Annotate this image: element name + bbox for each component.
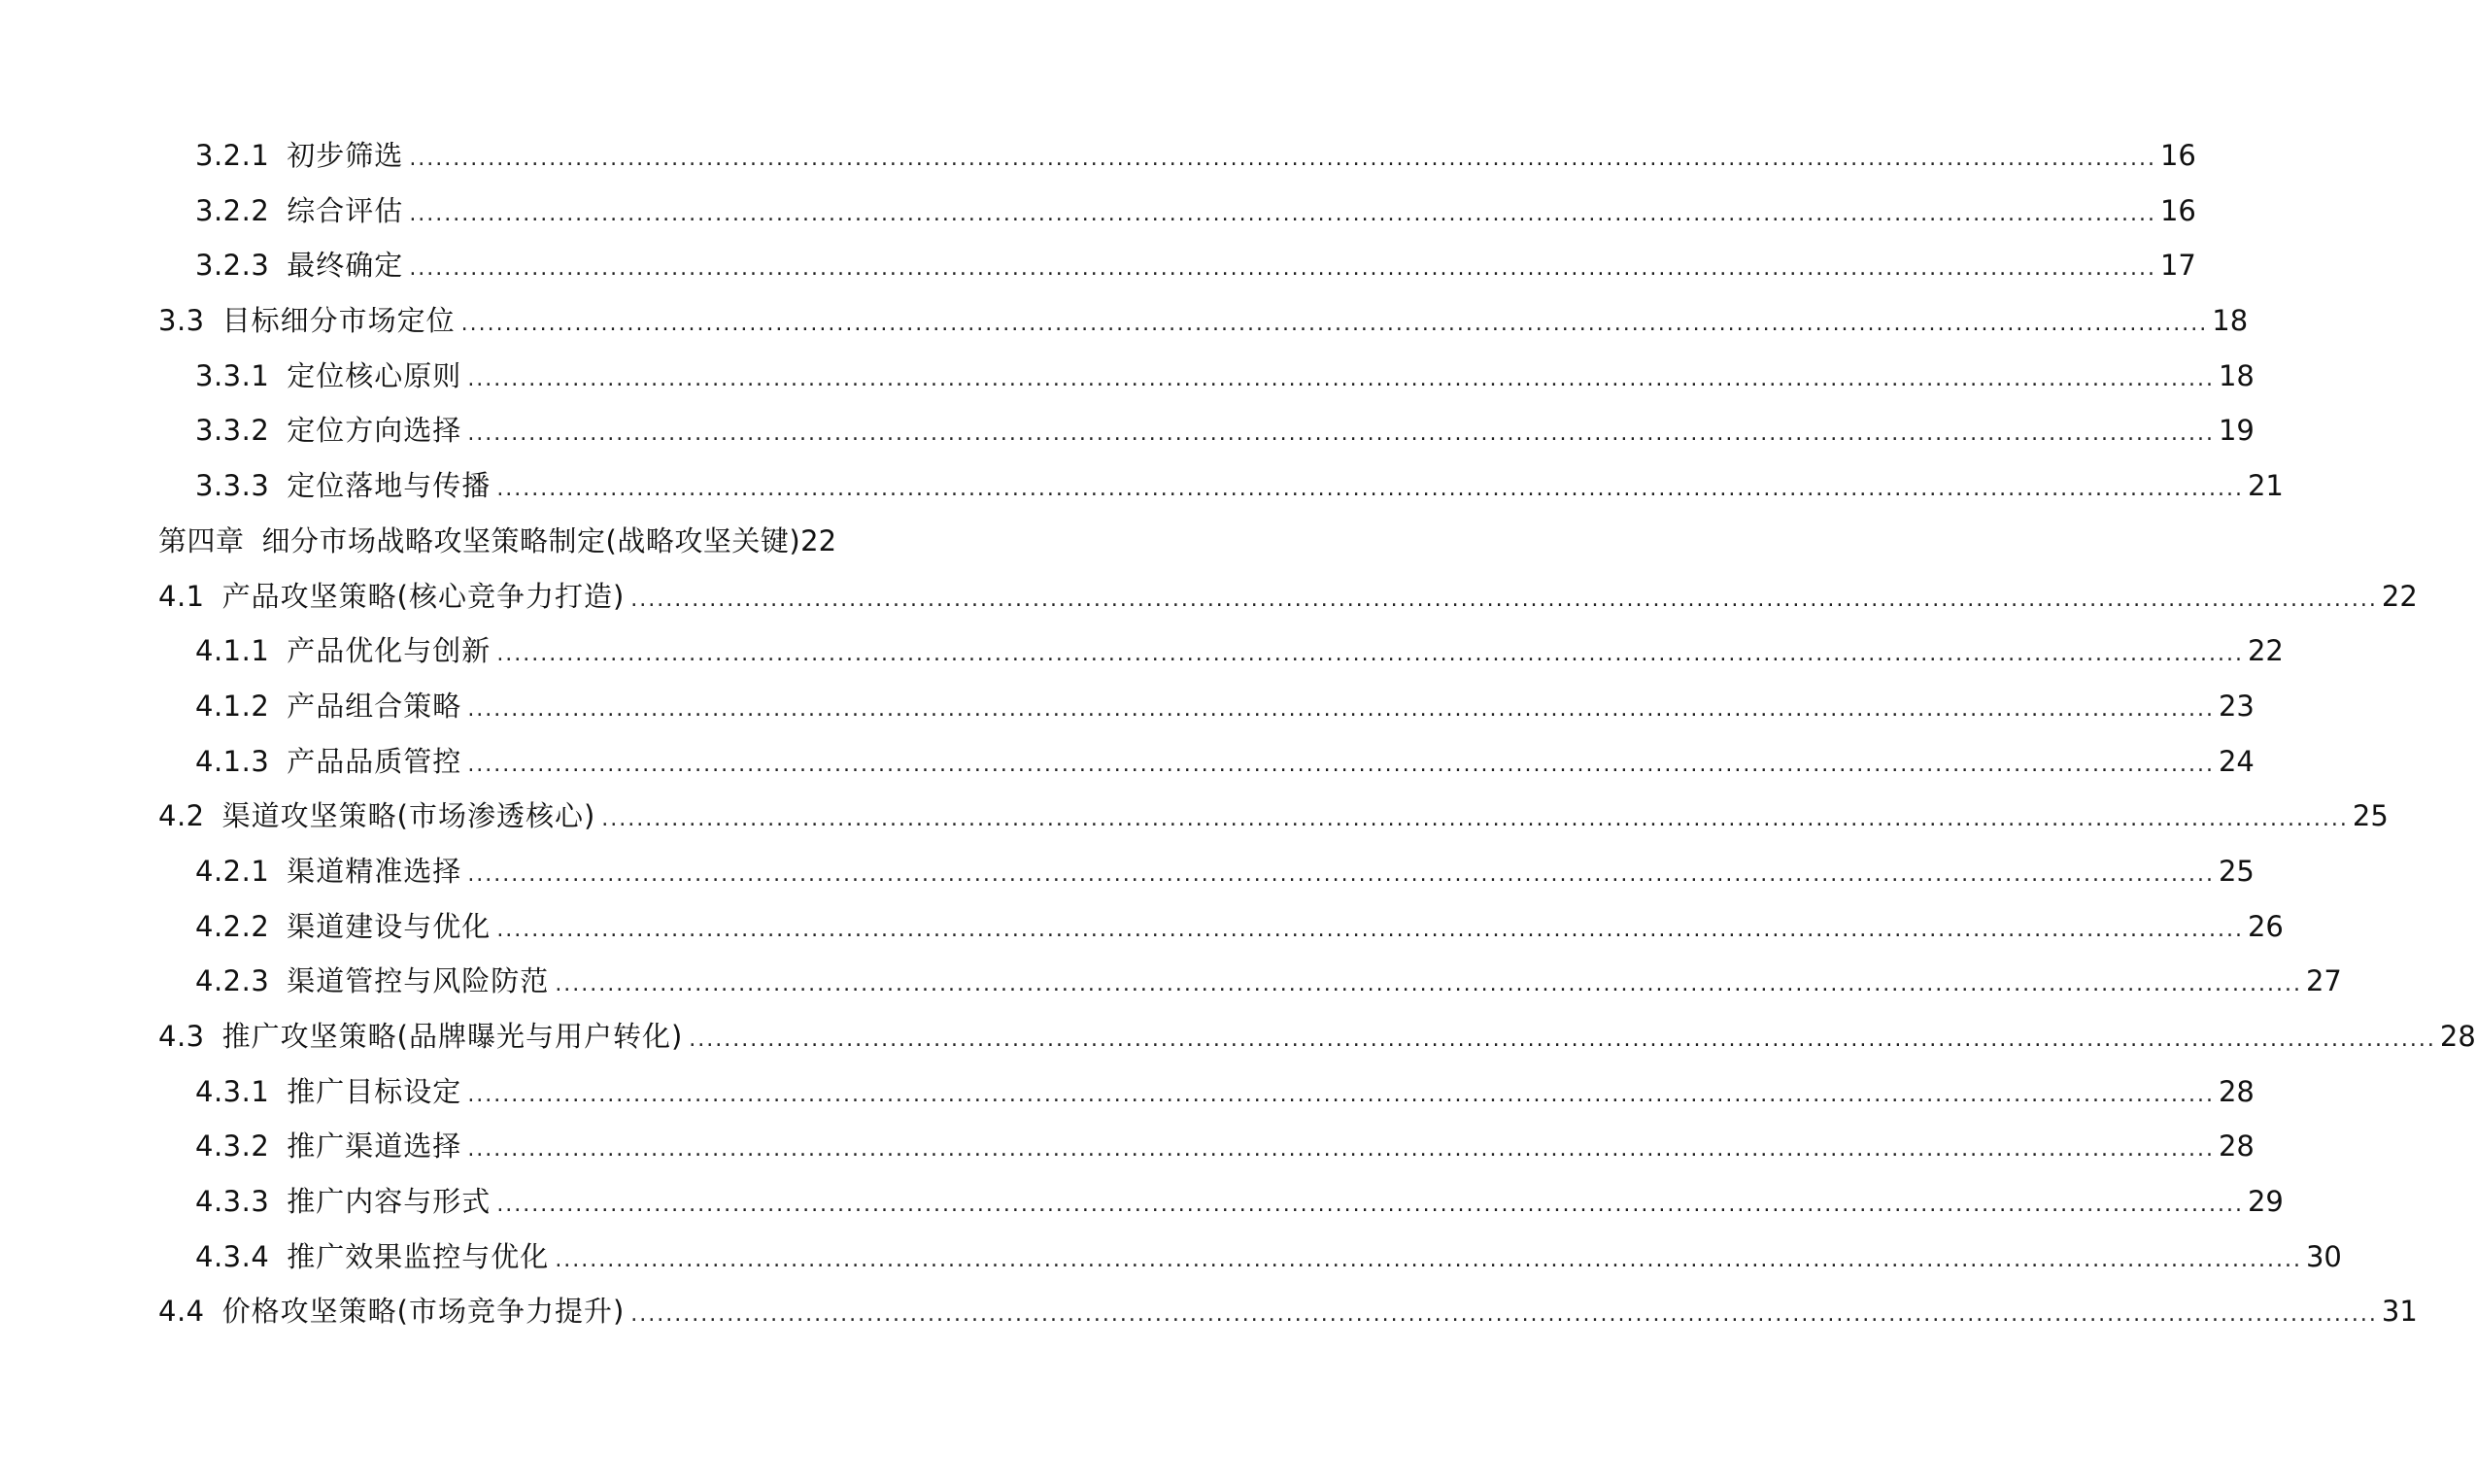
toc-entry[interactable] — [0, 184, 2196, 239]
toc-entry-title: 渠道精准选择 — [287, 854, 462, 888]
toc-entry[interactable] — [0, 954, 2342, 1009]
dot-leader: ........................................................................................................................................................................................................ — [467, 752, 2215, 777]
toc-entry-page-number: 18 — [2212, 304, 2249, 338]
toc-entry-number: 4.2.3 — [195, 964, 270, 998]
dot-leader: ........................................................................................................................................................................................................ — [467, 696, 2215, 722]
toc-entry[interactable] — [0, 1119, 2255, 1174]
toc-entry-title: 产品组合策略 — [287, 689, 462, 723]
toc-entry-number: 4.3.2 — [195, 1130, 270, 1164]
toc-entry[interactable] — [0, 1284, 2418, 1339]
toc-entry-number: 3.2.1 — [195, 139, 270, 172]
toc-entry-number: 3.3.3 — [195, 469, 270, 503]
dot-leader: ........................................................................................................................................................................................................ — [601, 807, 2349, 832]
toc-entry-number: 4.2 — [158, 799, 205, 833]
toc-entry-title: 推广渠道选择 — [287, 1130, 462, 1164]
toc-entry-title: 推广目标设定 — [287, 1074, 462, 1108]
dot-leader: ........................................................................................................................................................................................................ — [467, 1082, 2215, 1107]
toc-entry-page-number: 31 — [2381, 1295, 2418, 1329]
toc-entry-page-number: 25 — [2352, 799, 2389, 833]
toc-entry-number: 4.4 — [158, 1295, 205, 1329]
dot-leader: ........................................................................................................................................................................................................ — [460, 312, 2209, 337]
toc-entry-page-number: 18 — [2218, 358, 2255, 392]
toc-entry[interactable] — [0, 293, 2249, 349]
toc-entry-title: 定位方向选择 — [287, 414, 462, 448]
dot-leader: ........................................................................................................................................................................................................ — [467, 1137, 2215, 1163]
toc-entry-number: 3.3.2 — [195, 414, 270, 448]
toc-entry[interactable] — [0, 1174, 2284, 1230]
toc-entry-page-number: 25 — [2218, 854, 2255, 888]
toc-entry[interactable] — [0, 238, 2196, 293]
toc-entry[interactable] — [0, 624, 2284, 679]
dot-leader: ........................................................................................................................................................................................................ — [496, 642, 2244, 667]
dot-leader: ........................................................................................................................................................................................................ — [496, 917, 2244, 942]
toc-entry-number: 4.1.3 — [195, 744, 270, 778]
toc-entry-page-number: 17 — [2159, 249, 2196, 283]
toc-entry[interactable] — [0, 403, 2255, 458]
toc-entry-title: 定位核心原则 — [287, 358, 462, 392]
toc-entry-number: 4.1.1 — [195, 634, 270, 668]
dot-leader: ........................................................................................................................................................................................................ — [630, 587, 2378, 612]
dot-leader: ........................................................................................................................................................................................................ — [630, 1302, 2378, 1328]
toc-entry-title: 综合评估 — [287, 193, 404, 227]
toc-entry[interactable] — [0, 458, 2284, 514]
toc-entry-page-number: 28 — [2218, 1130, 2255, 1164]
toc-entry[interactable] — [0, 128, 2196, 184]
toc-entry-number: 3.2.2 — [195, 193, 270, 227]
toc-entry-page-number: 19 — [2218, 414, 2255, 448]
toc-entry-page-number: 26 — [2247, 909, 2284, 943]
toc-entry-number: 4.2.2 — [195, 909, 270, 943]
toc-entry-number: 3.3.1 — [195, 358, 270, 392]
toc-entry-title: 最终确定 — [287, 249, 404, 283]
toc-entry[interactable] — [0, 349, 2255, 404]
toc-entry-number: 4.1.2 — [195, 689, 270, 723]
toc-entry-page-number: 22 — [2247, 634, 2284, 668]
toc-entry-title: 推广效果监控与优化 — [287, 1239, 550, 1273]
dot-leader: ........................................................................................................................................................................................................ — [409, 256, 2156, 282]
toc-entry-number: 3.2.3 — [195, 249, 270, 283]
toc-entry-title: 渠道建设与优化 — [287, 909, 492, 943]
toc-entry-title: 渠道攻坚策略(市场渗透核心) — [221, 799, 596, 833]
toc-entry[interactable] — [0, 1009, 2476, 1064]
toc-entry[interactable] — [0, 679, 2255, 734]
dot-leader: ........................................................................................................................................................................................................ — [496, 477, 2244, 502]
toc-entry[interactable] — [0, 734, 2255, 790]
toc-entry-title: 产品品质管控 — [287, 744, 462, 778]
toc-entry-title: 产品攻坚策略(核心竞争力打造) — [221, 579, 626, 613]
toc-entry[interactable] — [0, 789, 2389, 844]
toc-entry-number: 4.1 — [158, 579, 205, 613]
dot-leader: ........................................................................................................................................................................................................ — [496, 1193, 2244, 1218]
toc-entry-title: 价格攻坚策略(市场竞争力提升) — [221, 1295, 626, 1329]
toc-entry[interactable] — [0, 1230, 2342, 1285]
dot-leader: ........................................................................................................................................................................................................ — [467, 366, 2215, 391]
toc-entry-number: 4.3.3 — [195, 1185, 270, 1219]
toc-entry-page-number: 21 — [2247, 469, 2284, 503]
toc-entry-title: 目标细分市场定位 — [221, 304, 456, 338]
dot-leader: ........................................................................................................................................................................................................ — [555, 1247, 2302, 1272]
toc-entry-page-number: 28 — [2439, 1020, 2476, 1053]
toc-entry[interactable] — [0, 1064, 2255, 1120]
toc-entry-number: 4.2.1 — [195, 854, 270, 888]
toc-entry-page-number: 22 — [2381, 579, 2418, 613]
toc-entry-page-number: 23 — [2218, 689, 2255, 723]
toc-entry[interactable] — [0, 514, 1049, 569]
dot-leader: ........................................................................................................................................................................................................ — [467, 422, 2215, 447]
toc-entry[interactable] — [0, 844, 2255, 899]
toc-entry-title: 渠道管控与风险防范 — [287, 964, 550, 998]
dot-leader: ........................................................................................................................................................................................................ — [409, 201, 2156, 226]
toc-entry-title: 初步筛选 — [287, 139, 404, 172]
toc-entry-page-number: 22 — [800, 523, 837, 557]
toc-entry-title: 推广攻坚策略(品牌曝光与用户转化) — [221, 1020, 684, 1053]
dot-leader: ........................................................................................................................................................................................................ — [555, 972, 2302, 997]
toc-entry-number: 第四章 — [158, 523, 245, 557]
toc-entry-title: 定位落地与传播 — [287, 469, 492, 503]
toc-entry-page-number: 29 — [2247, 1185, 2284, 1219]
toc-entry-title: 细分市场战略攻坚策略制定(战略攻坚关键) — [261, 523, 801, 557]
toc-entry-page-number: 16 — [2159, 139, 2196, 172]
dot-leader: ........................................................................................................................................................................................................ — [689, 1028, 2436, 1052]
toc-entry-page-number: 16 — [2159, 193, 2196, 227]
table-of-contents — [0, 128, 2476, 1339]
toc-entry-title: 推广内容与形式 — [287, 1185, 492, 1219]
toc-entry-number: 3.3 — [158, 304, 205, 338]
dot-leader: ........................................................................................................................................................................................................ — [467, 861, 2215, 887]
toc-entry-title: 产品优化与创新 — [287, 634, 492, 668]
toc-entry-number: 4.3.1 — [195, 1074, 270, 1108]
toc-entry-page-number: 30 — [2305, 1239, 2342, 1273]
toc-entry-page-number: 24 — [2218, 744, 2255, 778]
toc-entry-number: 4.3.4 — [195, 1239, 270, 1273]
toc-entry[interactable] — [0, 569, 2418, 624]
toc-entry[interactable] — [0, 899, 2284, 955]
dot-leader: ........................................................................................................................................................................................................ — [409, 147, 2156, 171]
toc-entry-number: 4.3 — [158, 1020, 205, 1053]
toc-entry-page-number: 28 — [2218, 1074, 2255, 1108]
toc-entry-page-number: 27 — [2305, 964, 2342, 998]
